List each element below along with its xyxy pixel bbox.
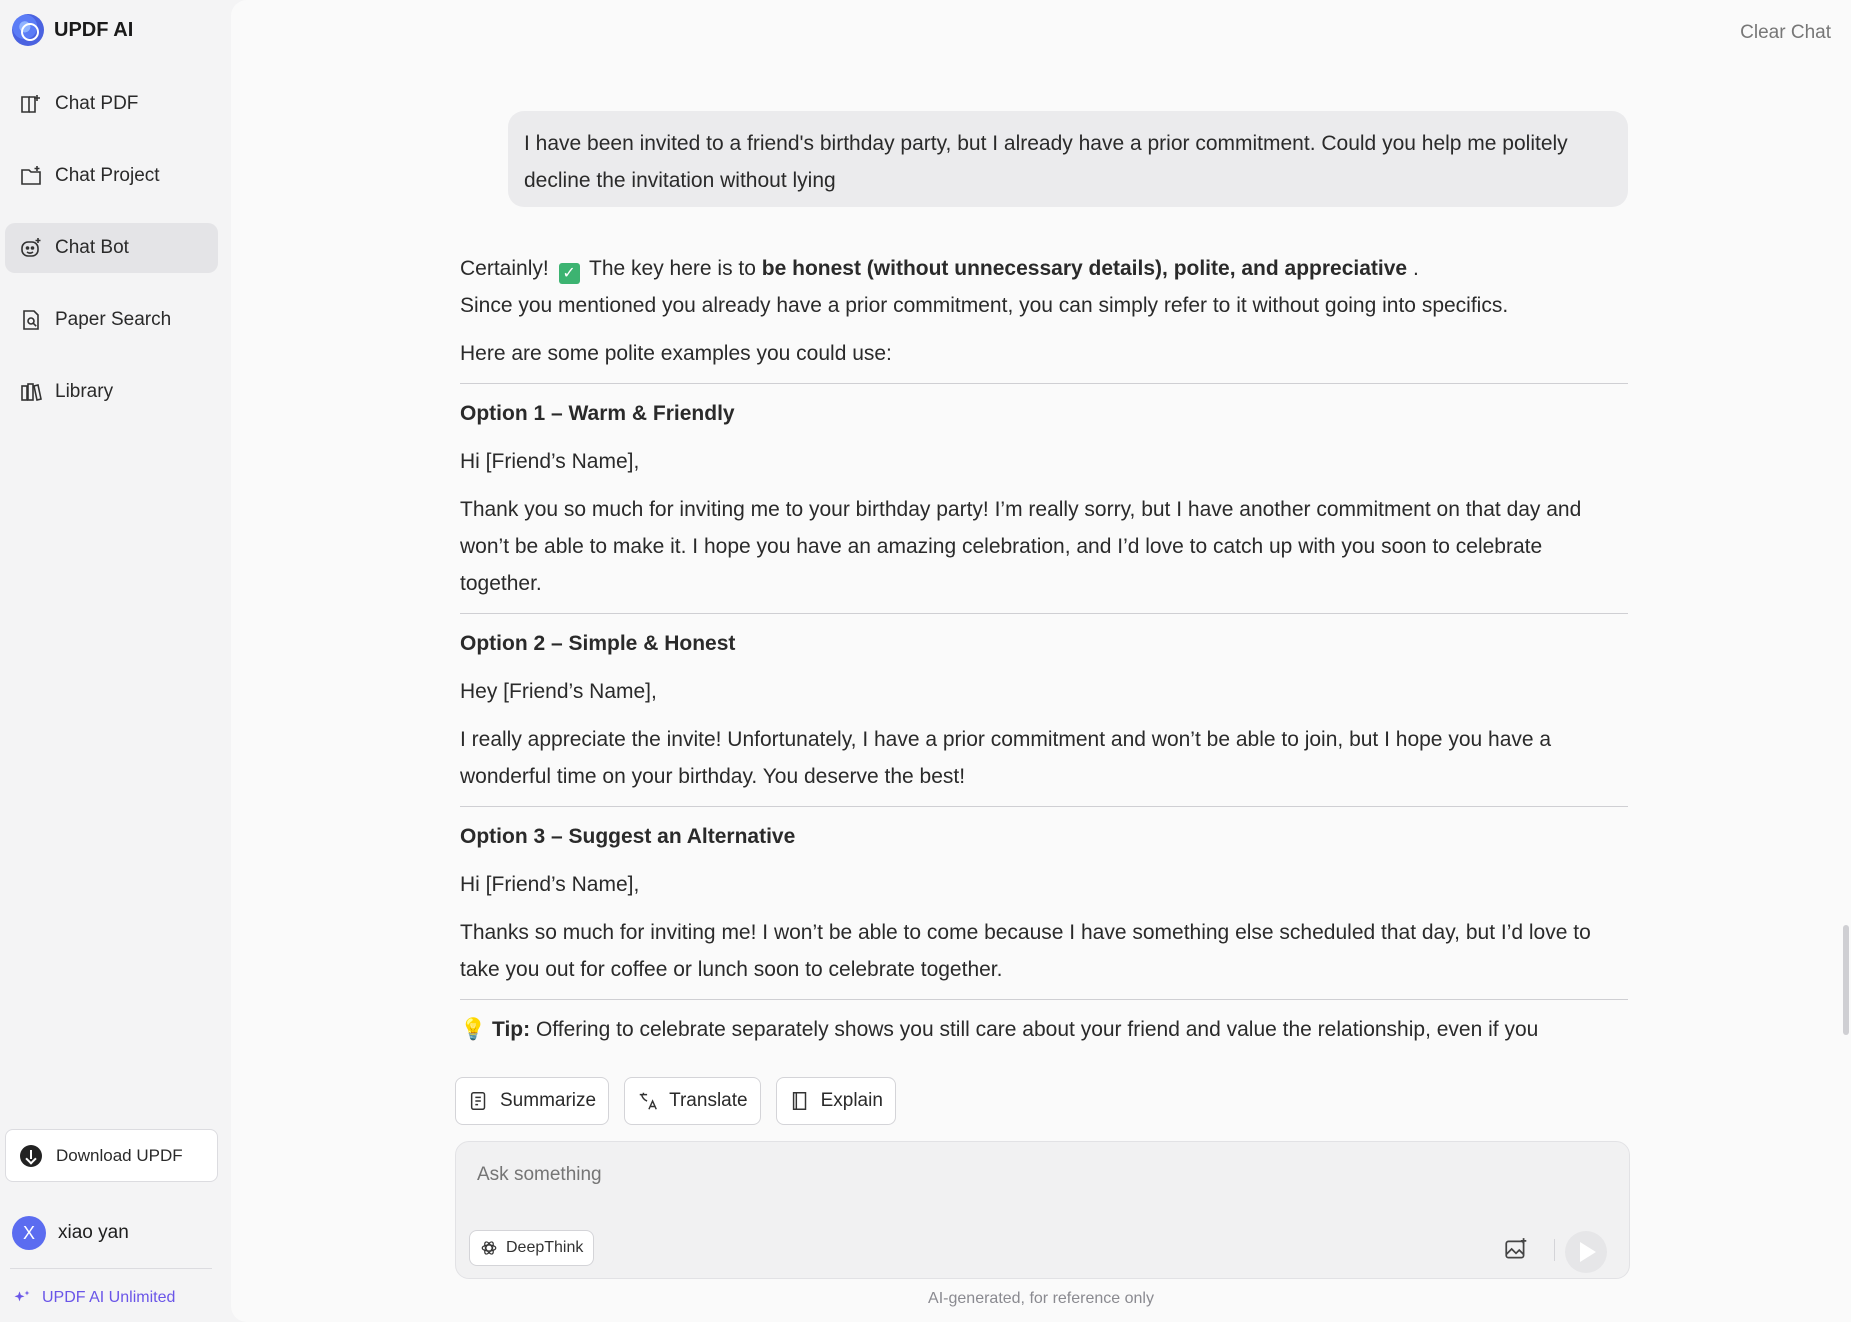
download-label: Download UPDF	[56, 1145, 183, 1165]
image-upload-icon[interactable]	[1503, 1236, 1529, 1262]
book-chat-icon	[19, 92, 43, 116]
sidebar-item-label: Chat PDF	[55, 93, 139, 114]
disclaimer: AI-generated, for reference only	[928, 1290, 1154, 1307]
composer-divider	[1554, 1239, 1555, 1261]
divider	[460, 999, 1628, 1000]
option-greeting: Hi [Friend’s Name],	[460, 450, 640, 473]
intro-pre: Certainly!	[460, 257, 549, 280]
send-button[interactable]	[1565, 1231, 1607, 1273]
divider	[460, 613, 1628, 614]
sparkle-icon	[12, 1288, 32, 1308]
summarize-icon	[468, 1090, 490, 1112]
option-greeting: Hey [Friend’s Name],	[460, 680, 657, 703]
ask-input[interactable]	[477, 1164, 1277, 1186]
option-title: Option 1 – Warm & Friendly	[460, 402, 735, 425]
tip	[460, 1011, 1628, 1048]
app-name: UPDF AI	[54, 18, 134, 41]
explain-button[interactable]	[776, 1077, 896, 1125]
chat-composer	[455, 1141, 1630, 1279]
sidebar-item-chat-bot[interactable]	[5, 223, 218, 273]
deepthink-toggle[interactable]	[469, 1230, 594, 1266]
bot-icon	[19, 236, 43, 260]
lightbulb-icon: 💡	[460, 1018, 487, 1041]
explain-label: Explain	[820, 1090, 883, 1111]
option-greeting: Hi [Friend’s Name],	[460, 873, 640, 896]
sidebar-item-label: Chat Bot	[55, 237, 129, 258]
sidebar-nav	[5, 79, 218, 439]
intro-bold: be honest (without unnecessary details), polite, and appreciative	[761, 257, 1408, 280]
answer-intro-line2: Since you mentioned you already have a prior commitment, you can simply refer to it without going into specifics.	[460, 294, 1509, 317]
upgrade-link[interactable]	[12, 1288, 175, 1308]
deepthink-label: DeepThink	[506, 1239, 584, 1256]
sidebar-divider	[10, 1268, 212, 1269]
download-updf-button[interactable]	[5, 1129, 218, 1182]
translate-button[interactable]	[624, 1077, 761, 1125]
updf-logo-icon	[12, 14, 44, 46]
option-body: Thanks so much for inviting me! I won’t be able to come because I have something else scheduled that day, but I’d love to take you out for coffee or lunch soon to celebrate together.	[460, 921, 1591, 981]
sidebar-item-label: Paper Search	[55, 309, 172, 330]
option-title: Option 3 – Suggest an Alternative	[460, 825, 796, 848]
ai-answer	[460, 250, 1628, 1048]
sidebar-item-label: Chat Project	[55, 165, 160, 186]
quick-actions	[455, 1077, 896, 1125]
intro-mid: The key here is to	[589, 257, 756, 280]
user-profile[interactable]	[12, 1216, 129, 1250]
intro-post: .	[1412, 257, 1419, 280]
summarize-button[interactable]	[455, 1077, 609, 1125]
library-icon	[19, 380, 43, 404]
translate-label: Translate	[669, 1090, 748, 1111]
summarize-label: Summarize	[500, 1090, 597, 1111]
brand[interactable]	[12, 14, 133, 46]
folder-chat-icon	[19, 164, 43, 188]
option-title: Option 2 – Simple & Honest	[460, 632, 736, 655]
option-body: Thank you so much for inviting me to your birthday party! I’m really sorry, but I have another commitment on that day and won’t be able to make it. I hope you have an amazing celebration, and I’d love to catch up with you soon to celebrate together.	[460, 498, 1582, 595]
plan-label: UPDF AI Unlimited	[42, 1289, 176, 1306]
paper-search-icon	[19, 308, 43, 332]
translate-icon	[637, 1090, 659, 1112]
clear-chat-button[interactable]: Clear Chat	[1740, 22, 1831, 43]
sidebar	[0, 0, 230, 1322]
avatar: X	[12, 1216, 46, 1250]
tip-label: Tip:	[492, 1018, 531, 1041]
sidebar-item-chat-pdf[interactable]	[5, 79, 218, 129]
sidebar-item-chat-project[interactable]	[5, 151, 218, 201]
atom-icon	[480, 1239, 498, 1257]
option-body: I really appreciate the invite! Unfortunately, I have a prior commitment and won’t be able to join, but I hope you have a wonderful time on your birthday. You deserve the best!	[460, 728, 1552, 788]
examples-lead: Here are some polite examples you could use:	[460, 342, 892, 365]
chat-main	[231, 0, 1851, 1322]
user-message: I have been invited to a friend's birthday party, but I already have a prior commitment. Could you help me politely decline the invitation without lying	[508, 111, 1628, 207]
sidebar-item-library[interactable]	[5, 367, 218, 417]
user-name: xiao yan	[58, 1222, 129, 1243]
scrollbar[interactable]	[1843, 925, 1849, 1035]
sidebar-item-label: Library	[55, 381, 114, 402]
download-icon	[20, 1145, 42, 1167]
divider	[460, 383, 1628, 384]
tip-text: Offering to celebrate separately shows you still care about your friend and value the relationship, even if you	[535, 1018, 1539, 1041]
sidebar-item-paper-search[interactable]	[5, 295, 218, 345]
answer-intro	[460, 250, 1628, 287]
book-icon	[789, 1090, 811, 1112]
divider	[460, 806, 1628, 807]
check-mark-icon: ✓	[559, 263, 580, 284]
